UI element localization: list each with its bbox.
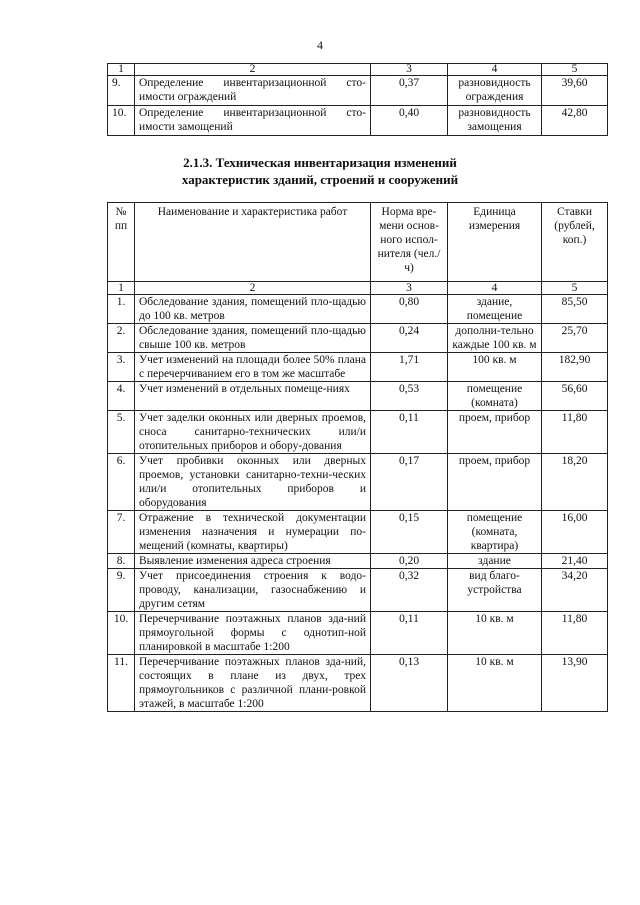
- continuation-table: [107, 63, 608, 136]
- column-number: 2: [135, 64, 371, 76]
- work-name: Учет изменений на площади более 50% плана с перечерчиванием его в том же масштабе: [135, 353, 371, 382]
- work-name: Отражение в технической документации изменения назначения и нумерации по-мещений (комнаты, квартиры): [135, 511, 371, 554]
- rate: 25,70: [542, 324, 608, 353]
- time-norm: 0,11: [371, 411, 448, 454]
- row-number: 7.: [108, 511, 135, 554]
- unit: вид благо-устройства: [448, 569, 542, 612]
- rate: 11,80: [542, 411, 608, 454]
- time-norm: 0,11: [371, 612, 448, 655]
- row-number: 10.: [108, 612, 135, 655]
- unit: разновидность замощения: [448, 106, 542, 136]
- time-norm: 0,32: [371, 569, 448, 612]
- column-number: 5: [542, 282, 608, 295]
- unit: дополни-тельно каждые 100 кв. м: [448, 324, 542, 353]
- column-number: 3: [371, 64, 448, 76]
- work-name: Обследование здания, помещений пло-щадью свыше 100 кв. метров: [135, 324, 371, 353]
- unit: проем, прибор: [448, 411, 542, 454]
- section-title-line-1: 2.1.3. Техническая инвентаризация изменений: [183, 155, 457, 170]
- table-row: [108, 511, 608, 554]
- header-name: Наименование и характеристика работ: [135, 203, 371, 282]
- rate: 85,50: [542, 295, 608, 324]
- column-number: 3: [371, 282, 448, 295]
- time-norm: 0,40: [371, 106, 448, 136]
- row-number: 8.: [108, 554, 135, 569]
- section-title: [0, 154, 640, 188]
- row-number: 10.: [108, 106, 135, 136]
- unit: проем, прибор: [448, 454, 542, 511]
- page-number: 4: [317, 38, 323, 52]
- table-header-row: [108, 203, 608, 282]
- row-number: 9.: [108, 76, 135, 106]
- row-number: 4.: [108, 382, 135, 411]
- row-number: 2.: [108, 324, 135, 353]
- work-name: Учет заделки оконных или дверных проемов, сноса санитарно-технических или/и отопительных приборов и обору-дования: [135, 411, 371, 454]
- time-norm: 0,15: [371, 511, 448, 554]
- work-name: Учет изменений в отдельных помеще-ниях: [135, 382, 371, 411]
- rate: 182,90: [542, 353, 608, 382]
- table-row: [108, 612, 608, 655]
- rate: 21,40: [542, 554, 608, 569]
- row-number: 1.: [108, 295, 135, 324]
- table-row: [108, 454, 608, 511]
- row-number: 5.: [108, 411, 135, 454]
- time-norm: 0,13: [371, 655, 448, 712]
- time-norm: 0,17: [371, 454, 448, 511]
- table-row: [108, 569, 608, 612]
- row-number: 6.: [108, 454, 135, 511]
- row-number: 3.: [108, 353, 135, 382]
- work-name: Перечерчивание поэтажных планов зда-ний, состоящих в плане из двух, трех прямоугольников с различной плани-ровкой этажей, в масштабе 1:200: [135, 655, 371, 712]
- rate: 13,90: [542, 655, 608, 712]
- table-row: [108, 411, 608, 454]
- unit: 10 кв. м: [448, 612, 542, 655]
- table-row: [108, 295, 608, 324]
- row-number: 11.: [108, 655, 135, 712]
- rates-table: [107, 202, 608, 712]
- unit: здание, помещение: [448, 295, 542, 324]
- column-number: 5: [542, 64, 608, 76]
- rate: 11,80: [542, 612, 608, 655]
- header-norm: Норма вре-мени основ-ного испол-нителя (чел./ч): [371, 203, 448, 282]
- header-number: № пп: [108, 203, 135, 282]
- time-norm: 0,53: [371, 382, 448, 411]
- rate: 39,60: [542, 76, 608, 106]
- table-row: [108, 382, 608, 411]
- time-norm: 0,37: [371, 76, 448, 106]
- work-name: Перечерчивание поэтажных планов зда-ний прямоугольной формы с однотип-ной планировкой в масштабе 1:200: [135, 612, 371, 655]
- rate: 42,80: [542, 106, 608, 136]
- time-norm: 0,20: [371, 554, 448, 569]
- table-row: [108, 353, 608, 382]
- table-row: [108, 324, 608, 353]
- rate: 56,60: [542, 382, 608, 411]
- work-name: Учет присоединения строения к водо-проводу, канализации, газоснабжению и другим сетям: [135, 569, 371, 612]
- work-name: Обследование здания, помещений пло-щадью до 100 кв. метров: [135, 295, 371, 324]
- column-number: 4: [448, 64, 542, 76]
- header-unit: Единица измерения: [448, 203, 542, 282]
- row-number: 9.: [108, 569, 135, 612]
- unit: 10 кв. м: [448, 655, 542, 712]
- unit: здание: [448, 554, 542, 569]
- column-number: 1: [108, 282, 135, 295]
- unit: помещение (комната): [448, 382, 542, 411]
- rate: 34,20: [542, 569, 608, 612]
- work-name: Определение инвентаризационной сто-имости замощений: [135, 106, 371, 136]
- column-number-row: [108, 282, 608, 295]
- time-norm: 0,24: [371, 324, 448, 353]
- column-number: 2: [135, 282, 371, 295]
- unit: разновидность ограждения: [448, 76, 542, 106]
- table-row: [108, 655, 608, 712]
- table-row: [108, 554, 608, 569]
- work-name: Учет пробивки оконных или дверных проемов, установки санитарно-техни-ческих или/и отопительных приборов и оборудования: [135, 454, 371, 511]
- table-row: [108, 76, 608, 106]
- work-name: Выявление изменения адреса строения: [135, 554, 371, 569]
- section-title-line-2: характеристик зданий, строений и сооружений: [181, 172, 459, 187]
- unit: помещение (комната, квартира): [448, 511, 542, 554]
- column-number: 1: [108, 64, 135, 76]
- unit: 100 кв. м: [448, 353, 542, 382]
- rate: 18,20: [542, 454, 608, 511]
- column-number-row: [108, 64, 608, 76]
- table-row: [108, 106, 608, 136]
- header-rate: Ставки (рублей, коп.): [542, 203, 608, 282]
- work-name: Определение инвентаризационной сто-имости ограждений: [135, 76, 371, 106]
- column-number: 4: [448, 282, 542, 295]
- time-norm: 1,71: [371, 353, 448, 382]
- time-norm: 0,80: [371, 295, 448, 324]
- rate: 16,00: [542, 511, 608, 554]
